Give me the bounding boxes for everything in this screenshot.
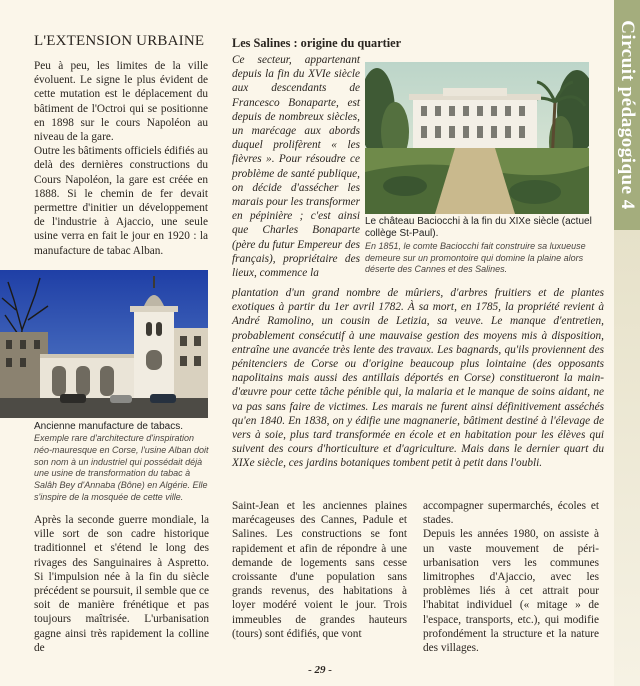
- side-tab-fade: [614, 230, 640, 686]
- caption-text-tobacco: Exemple rare d'architecture d'inspiration néo-mauresque en Corse, l'usine Alban doit son nom à un industriel qui possédait déjà une usine de transformation du tabac à Salâh Bey d'Annaba (Bône) en Algérie. Elle s'inspire de la mosquée de cette ville.: [34, 433, 209, 502]
- salines-title: Les Salines : origine du quartier: [232, 36, 402, 50]
- caption-title-tobacco: Ancienne manufacture de tabacs.: [34, 421, 183, 432]
- salines-text-narrow: Ce secteur, appartenant depuis la fin du XVIe siècle aux descendants de Francesco Bonaparte, est depuis de nombreux siècles, un marécage aux abords duquel prolifèrent « les fièvres ». Pour résoudre ce problème de santé publique, on décide d'assécher les marais pour les transformer en pépinière ; c'est ainsi que Charles Bonaparte (père du futur Empereur des français), propriétaire des lieux, commence la: [232, 54, 360, 280]
- column-middle: [232, 499, 407, 641]
- salines-text-full: plantation d'un grand nombre de mûriers, d'arbres fruitiers et de plantes exotiques à partir du 1er avril 1782. À sa mort, en 1785, la propriété revient à André Ramolino, un cousin de Letizia, sa veuve. Le manque d'entretien, probablement consécutif à une mauvaise gestion des moyens mis à disposition, entraîne une avancée très lente des travaux. Les bagnards, qu'ils proviennent des pénitenciers de Corse ou d'origine beaucoup plus lointaine (des opposants napolitains mais aussi des antillais déportés en Corse) constitueront la main-d'œuvre pour cette tâche pénible qui, la malaria et le manque de soins aidant, ne va pas sans faire de victimes. Les marais ne furent ainsi définitivement asséchés qu'en 1840. En 1838, on y édifie une magnanerie, bâtiment destiné à l'élevage de vers à soie, plus tard transformée en école et en habitation pour les élèves qui suivent des cours d'horticulture et d'agriculture. Mais dans le dernier quart du XIXe siècle, ces jardins botaniques tombent petit à petit dans l'oubli.: [232, 287, 604, 470]
- paragraph-gare: Outre les bâtiments officiels édifiés au delà des dernières constructions du Cours Napoléon, la gare est créée en 1888. Si le chemin de fer devait permettre d'initier un développement de l'industrie à Ajaccio, une seule usine verra en fait le jour en 1920 : la manufacture de tabac Alban.: [34, 145, 208, 257]
- paragraph-postwar: Après la seconde guerre mondiale, la ville sort de son cadre historique traditionnel et s'étend le long des rivages des Sanguinaires à Aspretto. Si l'impulsion née à la fin du siècle précédent se poursuit, il semble que ce soit de manière frénétique et pas toujours maîtrisée. L'urbanisation gagne ainsi très rapidement la colline de: [34, 514, 209, 654]
- caption-text-chateau: En 1851, le comte Baciocchi fait construire sa luxueuse demeure sur un promontoire qui domine la plaine alors déserte des Cannes et des Salines.: [365, 241, 586, 274]
- photo-tobacco-factory: [0, 270, 208, 418]
- column-right: [423, 499, 599, 655]
- side-tab-text: Circuit pédagogique 4: [617, 20, 638, 210]
- paragraph-periurbanisation: Depuis les années 1980, on assiste à un vaste mouvement de péri-urbanisation vers les communes limitrophes d'Ajaccio, avec les problèmes liés à cet attrait pour l'habitat individuel (« mitage » de l'espace, transports, etc.), qui modifie profondément la structure et la nature des villages.: [423, 528, 599, 655]
- paragraph-postwar-container: [34, 513, 209, 655]
- paragraph-octroi: Peu à peu, les limites de la ville évoluent. Le signe le plus évident de cette mutation est le déplacement du bâtiment de l'Octroi qui se positionne en 1898 sur le cours Napoléon au niveau de la gare.: [34, 60, 208, 144]
- photo-chateau-baciocchi: [365, 62, 589, 214]
- section-title: L'EXTENSION URBAINE: [34, 33, 205, 49]
- side-tab-label: [614, 15, 640, 215]
- caption-title-chateau: Le château Baciocchi à la fin du XIXe siècle (actuel collège St-Paul).: [365, 216, 592, 239]
- paragraph-saint-jean: Saint-Jean et les anciennes plaines marécageuses des Cannes, Padule et Salines. Les constructions se font rapidement et afin de répondre à une demande de logements sans cesse croissante d'une population sans grands revenus, des habitations à loyer modéré voient le jour. Trois immeubles de grandes hauteurs (tours) sont édifiés, que vont: [232, 500, 407, 640]
- paragraph-supermarkets: accompagner supermarchés, écoles et stades.: [423, 500, 599, 527]
- page-number: - 29 -: [308, 664, 332, 676]
- left-column: [34, 33, 208, 258]
